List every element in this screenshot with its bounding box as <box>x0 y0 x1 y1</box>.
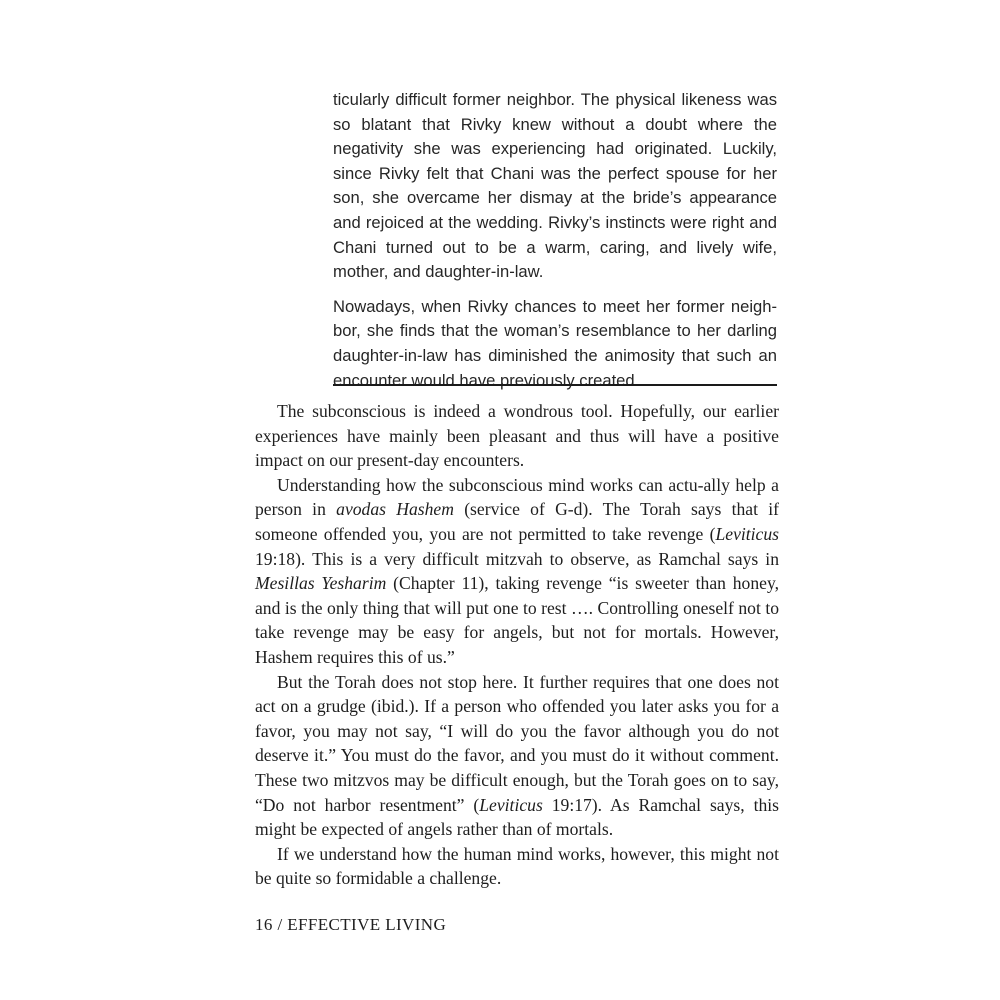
body-text: (service of G-d). The Torah says that if someone offended you, you are not permitted to take revenge ( <box>255 499 779 544</box>
sidebar-paragraph-1: ticularly difficult former neighbor. The physical likeness was so blatant that Rivky knew without a doubt where the negativity she was experiencing had originated. Luckily, since Rivky felt that Chani was the perfect spouse for her son, she overcame her dismay at the bride’s appearance and rejoiced at the wedding. Rivky’s instincts were right and Chani turned out to be a warm, caring, and lively wife, mother, and daughter-in-law. <box>333 90 777 282</box>
body-paragraph-4: If we understand how the human mind works, however, this might not be quite so formidable a challenge. <box>255 843 779 889</box>
sidebar-story-box <box>333 88 777 393</box>
sidebar-bottom-rule <box>333 384 777 386</box>
body-text: 19:17). As Ramchal says, this might be expected of angels rather than of mortals. <box>255 794 779 840</box>
body-text: (Chapter 11), taking revenge “is sweeter than honey, and is the only thing that will put one to rest …. Controlling oneself not to take revenge may be easy for angels, but not for mortals. However, Hashem requires this of us.” <box>255 573 779 667</box>
body-text: 19:18). This is a very difficult mitzvah to observe, as Ramchal says in <box>255 548 779 569</box>
body-paragraph-3 <box>255 670 779 842</box>
body-text: But the Torah does not stop here. It further requires that one does not act on a grudge (ibid.). If a person who offended you later asks you for a favor, you may not say, “I will do you the favor although you do not deserve it.” You must do the favor, and you must do it without comment. These two mitzvos may be difficult enough, but the Torah goes on to say, “Do not harbor resentment” ( <box>255 671 779 815</box>
page-footer: 16 / EFFECTIVE LIVING <box>255 915 447 934</box>
main-text <box>255 399 779 891</box>
italic-term: avodas Hashem <box>336 499 454 520</box>
sidebar-paragraph-2: Nowadays, when Rivky chances to meet her former neigh-bor, she finds that the woman’s resemblance to her darling daughter-in-law has diminished the animosity that such an encounter would have previously created. <box>333 296 777 390</box>
italic-citation: Leviticus <box>479 794 543 815</box>
italic-citation: Leviticus <box>715 523 779 544</box>
body-text: Understanding how the subconscious mind works can actu-ally help a person in <box>255 474 779 520</box>
body-paragraph-2 <box>255 473 779 670</box>
italic-book-title: Mesillas Yesharim <box>255 573 387 594</box>
body-paragraph-1: The subconscious is indeed a wondrous tool. Hopefully, our earlier experiences have mainly been pleasant and thus will have a positive impact on our present-day encounters. <box>255 401 779 471</box>
